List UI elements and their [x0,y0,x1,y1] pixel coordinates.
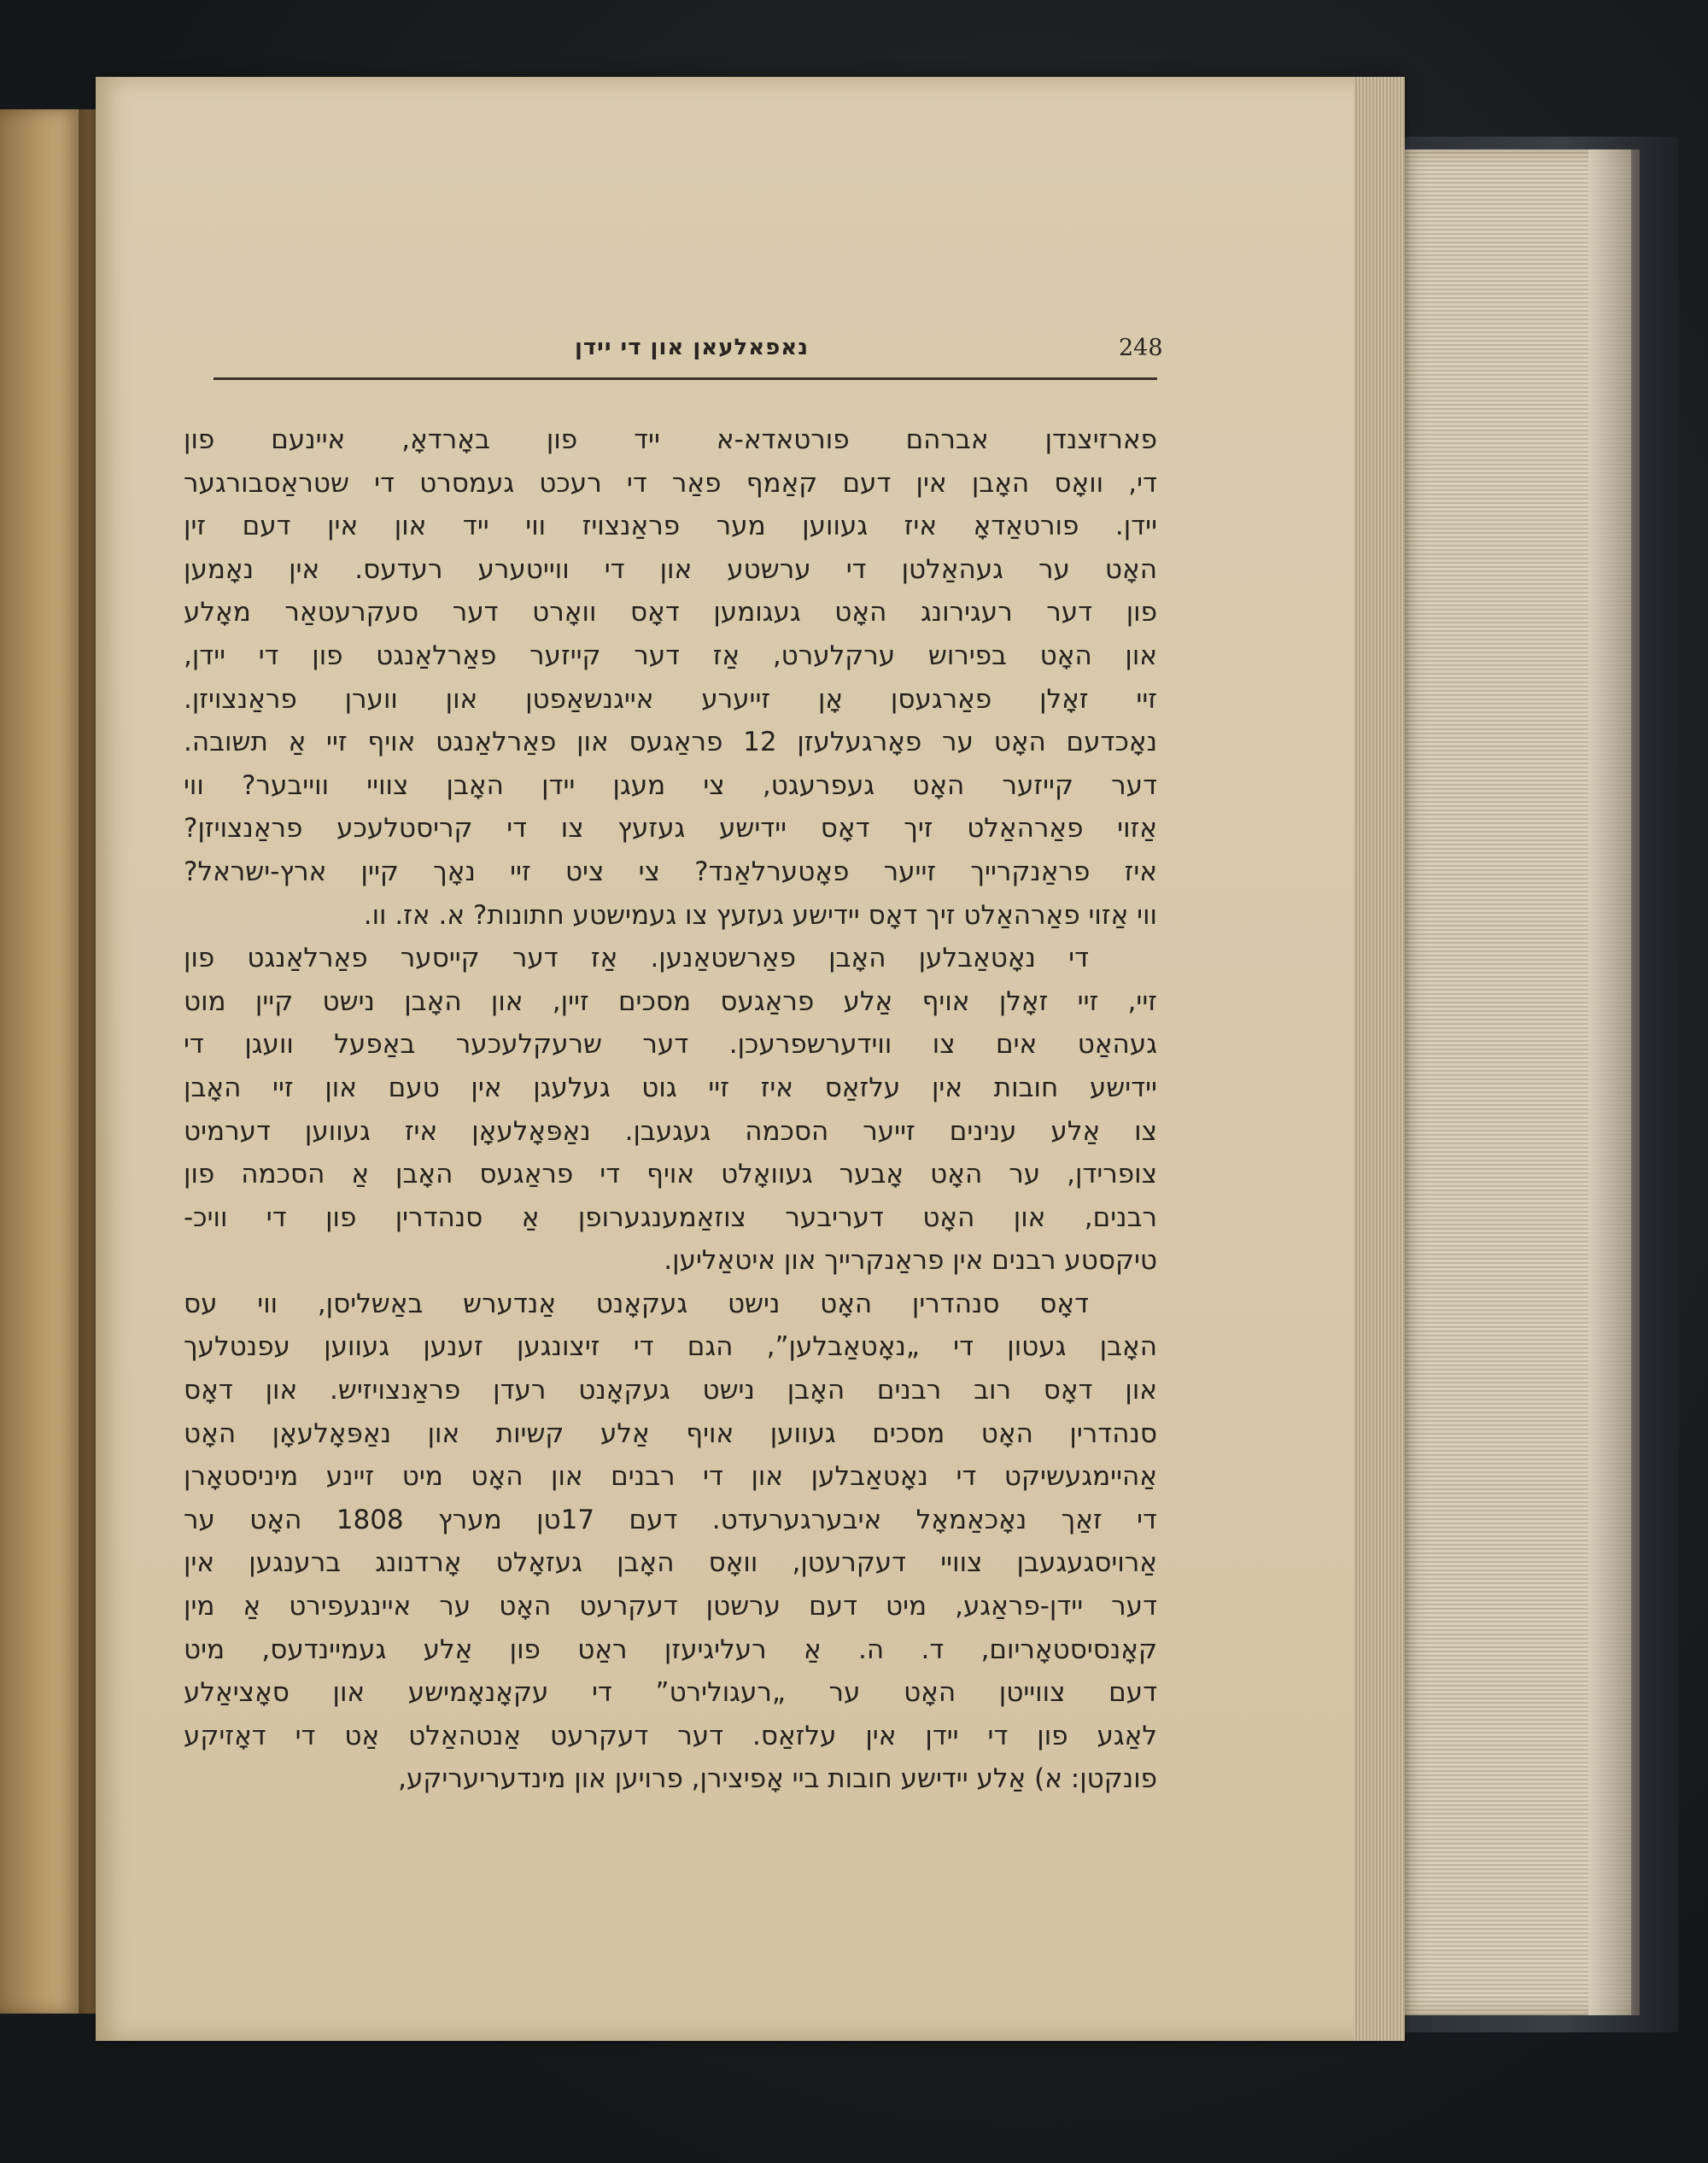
page-block-edge [1354,77,1405,2041]
text-line: דאָס סנהדרין האָט נישט געקאָנט אַנדערש באַשליסן, ווי עס [184,1288,1089,1319]
text-line: זיי, זיי זאָלן אויף אַלע פראַגעס מסכים זיין, און האָבן נישט קיין מוט [184,985,1157,1017]
left-page [0,109,79,2014]
text-line: קאָנסיסטאָריום, ד. ה. אַ רעליגיעזן ראַט פון אַלע געמיינדעס, מיט [184,1634,1157,1665]
text-line: און דאָס רוב רבנים האָבן נישט געקאָנט רעדן פראַנצויזיש. און דאָס [184,1375,1157,1406]
text-line: פון דער רעגירונג האָט געגומען דאָס וואָרט דער סעקרעטאַר מאָלע [184,597,1157,628]
text-line: צופרידן, ער האָט אָבער געוואָלט אויף די פראַגעס האָבן אַ הסכמה פון [184,1159,1157,1190]
text-line: סנהדרין האָט מסכים געווען אויף אַלע קשיות און נאַפּאָלעאָן האָט [184,1418,1157,1449]
running-head [214,335,1163,377]
header-rule [214,377,1157,380]
body-text [184,418,1157,1801]
running-title: נאפאלעאן און די יידן [574,335,810,360]
text-line: און האָט בפירוש ערקלערט, אַז דער קייזער פאַרלאַנגט פון די יידן, [184,640,1157,671]
text-line: יידן. פורטאַדאָ איז געווען מער פראַנצויז ווי ייד און אין דעם זין [184,511,1157,542]
text-line: די, וואָס האָבן אין דעם קאַמף פאַר די רעכט געמסרט די שטראַסבורגער [184,467,1157,499]
page-number: 248 [1119,335,1163,361]
text-line: רבנים, און האָט דעריבער צוזאַמענגערופן אַ סנהדרין פון די וויכ- [184,1201,1157,1233]
text-line: געהאַט אים צו ווידערשפרעכן. דער שרעקלעכער באַפעל וועגן די [184,1029,1157,1061]
text-line: יידישע חובות אין עלזאַס איז זיי גוט געלעגן אין טעם און זיי האָבן [184,1072,1157,1103]
text-line: האָבן געטון די „נאָטאַבלען”, הגם די זיצונגען זענען געווען עפנטלעך [184,1331,1157,1363]
text-line: אַזוי פאַרהאַלט זיך דאָס יידישע געזעץ צו די קריסטלעכע פראַנצויזן? [184,813,1157,845]
text-line: אַהיימגעשיקט די נאָטאַבלען און די רבנים און האָט מיט זיינע מיניסטאָרן [184,1461,1157,1493]
text-line: צו אַלע ענינים זייער הסכמה געגעבן. נאַפּאָלעאָן איז געווען דערמיט [184,1115,1157,1147]
text-line: ווי אַזוי פאַרהאַלט זיך דאָס יידישע געזעץ צו געמישטע חתונות? א. אז. וו. [363,899,1157,931]
text-line: פארזיצנדן אברהם פורטאדא-א ייד פון באָרדאָ, איינעם פון [184,424,1157,455]
text-line: זיי זאָלן פאַרגעסן אָן זייערע אייגנשאַפטן און ווערן פראַנצויזן. [184,683,1157,715]
paragraph [184,937,1157,1283]
page-fray [1588,149,1640,2015]
text-line: לאַגע פון די יידן אין עלזאַס. דער דעקרעט אַנטהאַלט אַט די דאָזיקע [184,1720,1157,1751]
text-line: האָט ער געהאַלטן די ערשטע און די ווייטערע רעדעס. אין נאָמען [184,553,1157,585]
text-line: איז פראַנקרייך זייער פאָטערלאַנד? צי ציט זיי נאָך קיין ארץ-ישראל? [184,856,1157,887]
paragraph [184,418,1157,937]
text-line: די זאַך נאָכאַמאָל איבערגערעדט. דעם 17טן מערץ 1808 האָט ער [184,1504,1157,1535]
text-line: דער יידן-פראַגע, מיט דעם ערשטן דעקרעט האָט ער איינגעפירט אַ מין [184,1591,1157,1622]
text-line: דעם צווייטן האָט ער „רעגולירט” די עקאָנאָמישע און סאָציאַלע [184,1677,1157,1709]
paragraph [184,1283,1157,1801]
text-line: טיקסטע רבנים אין פראַנקרייך און איטאַליען. [664,1245,1157,1277]
text-line: דער קייזער האָט געפרעגט, צי מעגן יידן האָבן צוויי ווייבער? ווי [184,769,1157,801]
text-line: נאָכדעם האָט ער פאָרגעלעזן 12 פראַגעס און פאַרלאַנגט אויף זיי אַ תשובה. [184,727,1157,758]
book-spine-gutter [79,109,97,2014]
text-line: די נאָטאַבלען האָבן פאַרשטאַנען. אַז דער קייסער פאַרלאַנגט פון [184,943,1089,974]
text-line: פונקטן: א) אַלע יידישע חובות ביי אָפיצירן, פרויען און מינדעריעריקע, [398,1763,1157,1795]
text-line: אַרויסגעגעבן צוויי דעקרעטן, וואָס האָבן געזאָלט אָרדנונג ברענגען אין [184,1547,1157,1579]
